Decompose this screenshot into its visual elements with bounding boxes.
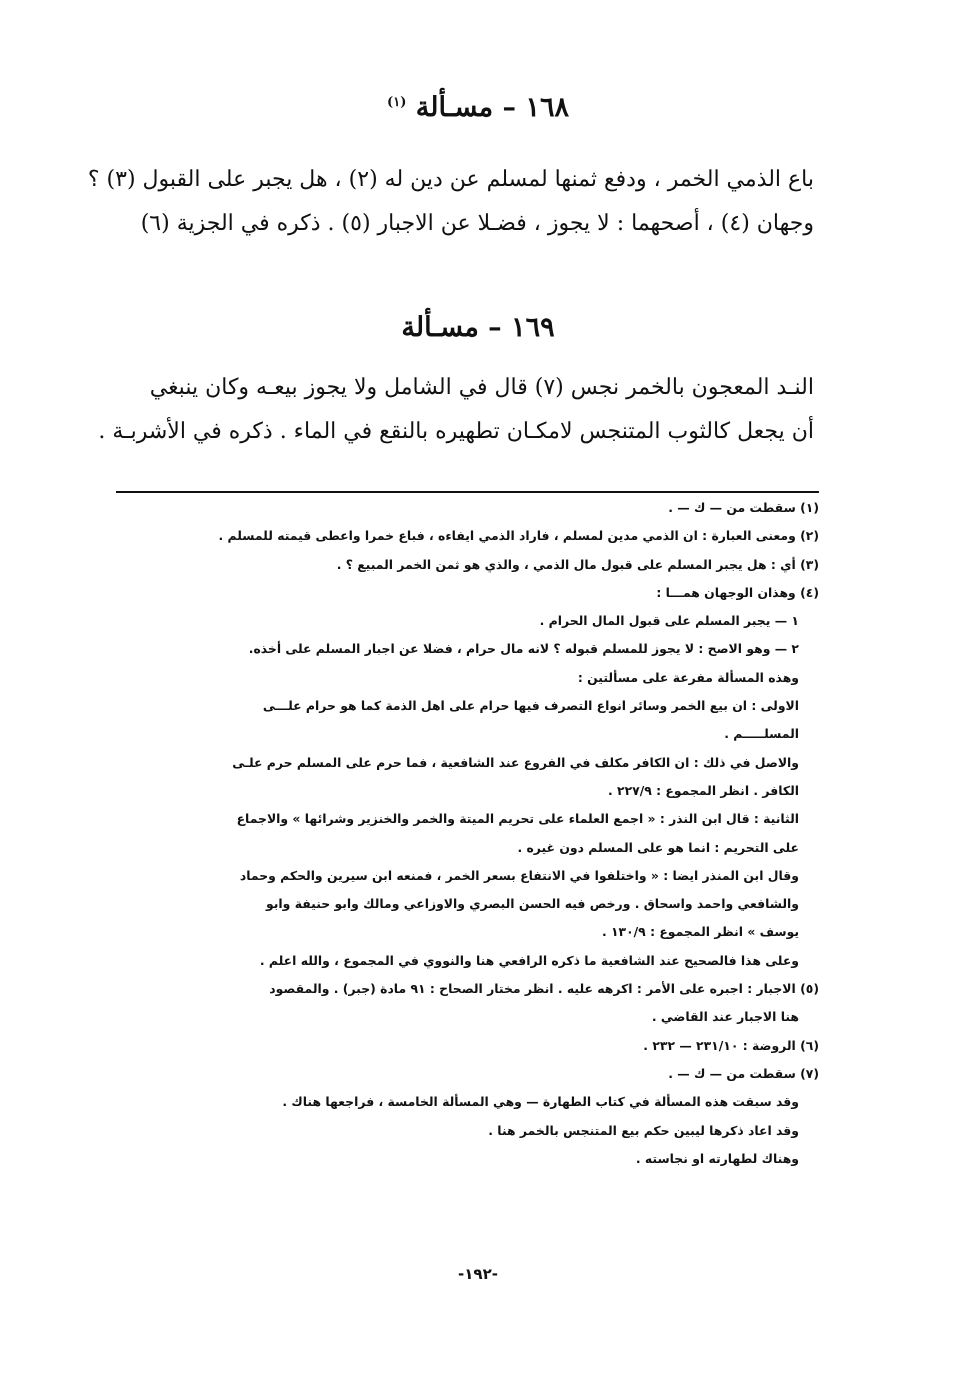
footnote-line: (٦) الروضة : ٢٣١/١٠ — ٢٣٢ . (643, 1037, 819, 1053)
footnote-line: وقد اعاد ذكرها ليبين حكم بيع المتنجس بالخمر هنا . (488, 1122, 799, 1138)
footnote-line: المسلـــــم . (724, 726, 799, 742)
footnote-line: والاصل في ذلك : ان الكافر مكلف في الفروع عند الشافعية ، فما حرم على المسلم حرم علـى (232, 754, 799, 770)
footnote-line: (٤) وهذان الوجهان همـــا : (656, 584, 819, 600)
footnote-line: وعلى هذا فالصحيح عند الشافعية ما ذكره الرافعي هنا والنووي في المجموع ، والله اعلم . (259, 952, 799, 968)
section-169-line: النـد المعجون بالخمر نجس (٧) قال في الشامل ولا يجوز بيعـه وكان ينبغي (149, 375, 814, 400)
footnote-line: هنا الاجبار عند القاضي . (651, 1009, 799, 1025)
footnote-line: على التحريم : انما هو على المسلم دون غيره . (517, 839, 799, 855)
footnote-line: الاولى : ان بيع الخمر وسائر انواع التصرف فيها حرام على اهل الذمة كما هو حرام علـــى (262, 698, 799, 714)
section-168-line: وجهان (٤) ، أصحهما : لا يجوز ، فضـلا عن الاجبار (٥) . ذكره في الجزية (٦) (140, 211, 814, 236)
footnote-line: الكافر . انظر المجموع : ٢٢٧/٩ . (608, 782, 799, 798)
footnote-line: والشافعي واحمد واسحاق . ورخص فيه الحسن البصري والاوزاعي ومالك وابو حنيفة وابو (266, 896, 799, 912)
section-169-line: أن يجعل كالثوب المتنجس لامكـان تطهيره بالنقع في الماء . ذكره في الأشربـة . (98, 419, 814, 444)
section-168-line: باع الذمي الخمر ، ودفع ثمنها لمسلم عن دين له (٢) ، هل يجبر على القبول (٣) ؟ (87, 167, 814, 192)
section-168-title-note: (١) (387, 95, 407, 110)
section-168-title: ١٦٨ – مسـألة (415, 92, 569, 123)
section-169-title: ١٦٩ – مسـألة (401, 312, 555, 343)
footnote-line: الثانية : قال ابن النذر : « اجمع العلماء على تحريم الميتة والخمر والخنزير وشرائها » والاجماع (236, 811, 799, 827)
footnote-line: وهناك لطهارته او نجاسته . (635, 1150, 799, 1166)
footnote-line: وقد سبقت هذه المسألة في كتاب الطهارة — وهي المسألة الخامسة ، فراجعها هناك . (282, 1094, 799, 1110)
footnote-line: ٢ — وهو الاصح : لا يجوز للمسلم قبوله ؟ لانه مال حرام ، فضلا عن اجبار المسلم على أخذه. (248, 641, 799, 657)
section-168-heading (0, 92, 956, 123)
footnote-line: وقال ابن المنذر ايضا : « واختلفوا في الانتفاع بسعر الخمر ، فمنعه ابن سيرين والحكم وحماد (239, 867, 799, 883)
footnotes (117, 494, 819, 1173)
section-169-body (98, 366, 814, 454)
footnote-line: (٥) الاجبار : اجبره على الأمر : اكرهه عليه . انظر مختار الصحاح : ٩١ مادة (جبر) . والمقصود (269, 981, 819, 997)
footnote-separator (116, 491, 819, 493)
footnote-line: (٧) سقطت من — ك — . (668, 1065, 819, 1081)
footnote-line: (٢) ومعنى العبارة : ان الذمي مدين لمسلم ، فاراد الذمي ايفاءه ، فباع خمرا واعطى قيمته للمسلم . (218, 528, 819, 544)
section-168-body (87, 158, 814, 246)
footnote-line: وهذه المسألة مفرعة على مسألتين : (577, 669, 799, 685)
footnote-line: يوسف » انظر المجموع : ١٣٠/٩ . (601, 924, 799, 940)
page-number: -١٩٢- (458, 1265, 498, 1283)
footnote-line: ١ — يجبر المسلم على قبول المال الحرام . (539, 613, 799, 629)
footnote-line: (٣) أي : هل يجبر المسلم على قبول مال الذمي ، والذي هو ثمن الخمر المبيع ؟ . (336, 556, 819, 572)
section-169-heading (0, 312, 956, 343)
footnote-line: (١) سقطت من — ك — . (668, 500, 819, 515)
